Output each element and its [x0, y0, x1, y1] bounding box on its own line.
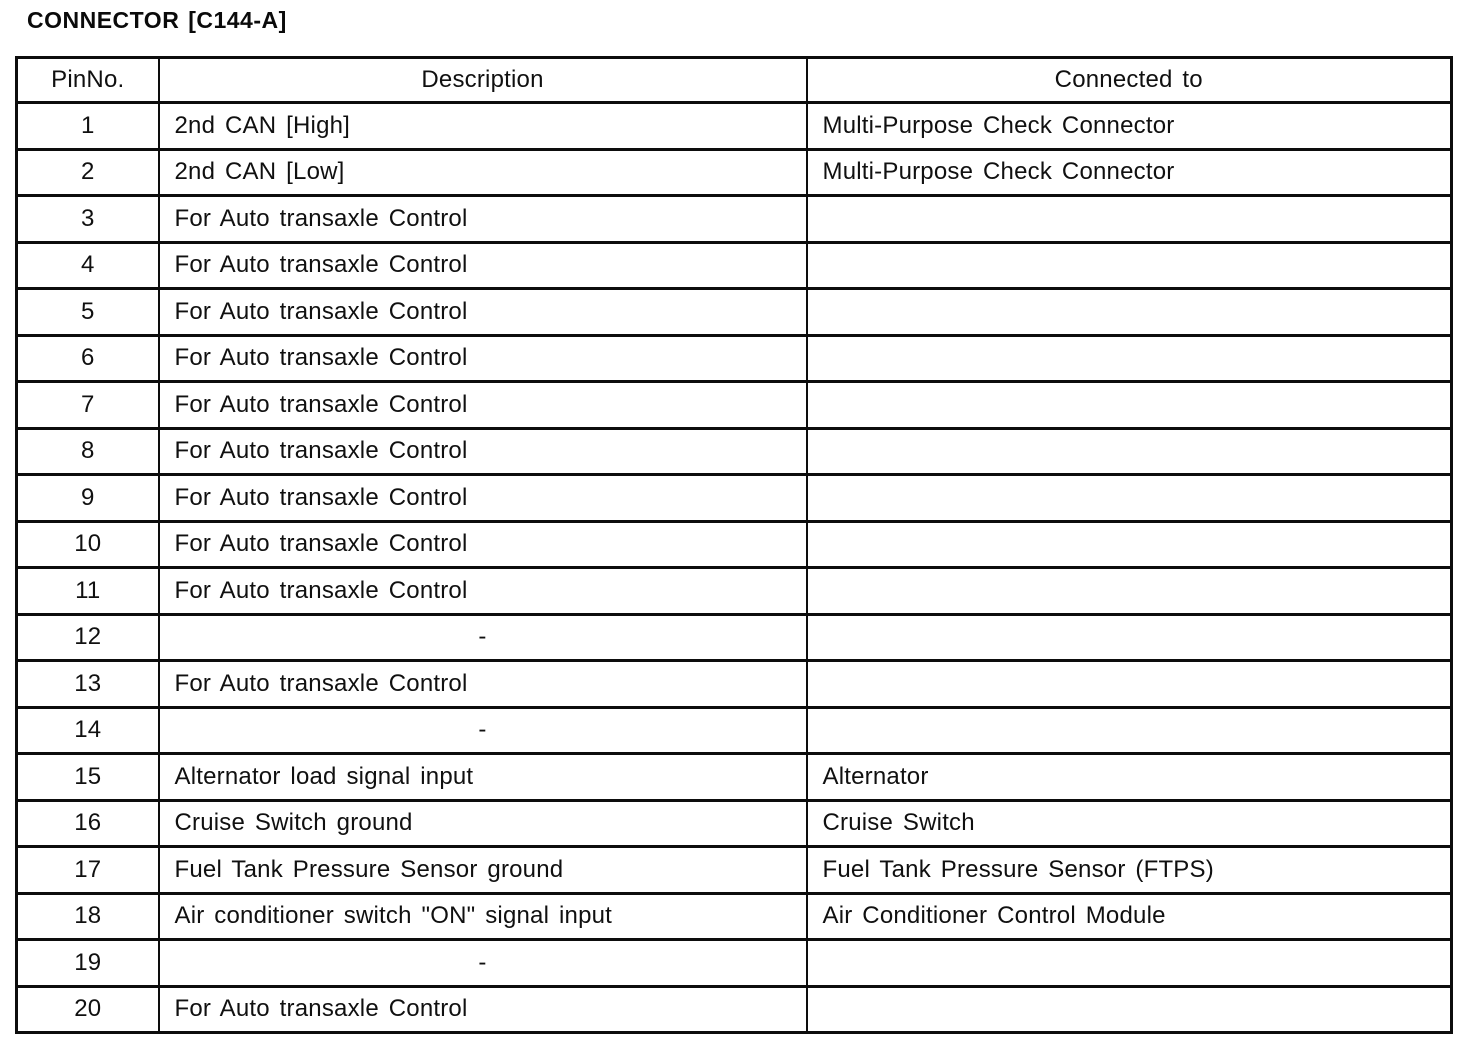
table-row: [17, 382, 1452, 429]
description-cell: For Auto transaxle Control: [159, 521, 807, 568]
connected-to-cell: [807, 707, 1452, 754]
description-cell: For Auto transaxle Control: [159, 335, 807, 382]
pin-number-cell: 5: [17, 289, 159, 336]
table-row: [17, 800, 1452, 847]
table-row: [17, 986, 1452, 1033]
description-cell: For Auto transaxle Control: [159, 382, 807, 429]
connected-to-cell: [807, 335, 1452, 382]
connected-to-cell: [807, 568, 1452, 615]
description-cell: For Auto transaxle Control: [159, 289, 807, 336]
pin-number-cell: 18: [17, 893, 159, 940]
pin-number-cell: 13: [17, 661, 159, 708]
pin-number-cell: 8: [17, 428, 159, 475]
connected-to-cell: [807, 242, 1452, 289]
table-row: [17, 475, 1452, 522]
description-cell: Fuel Tank Pressure Sensor ground: [159, 847, 807, 894]
description-cell: For Auto transaxle Control: [159, 475, 807, 522]
table-row: [17, 289, 1452, 336]
pin-number-cell: 16: [17, 800, 159, 847]
table-body: [17, 103, 1452, 1033]
table-row: [17, 614, 1452, 661]
pin-number-cell: 6: [17, 335, 159, 382]
table-row: [17, 242, 1452, 289]
connected-to-cell: [807, 661, 1452, 708]
table-row: [17, 754, 1452, 801]
description-cell: For Auto transaxle Control: [159, 661, 807, 708]
description-cell: For Auto transaxle Control: [159, 196, 807, 243]
description-cell: For Auto transaxle Control: [159, 242, 807, 289]
table-row: [17, 661, 1452, 708]
description-cell: For Auto transaxle Control: [159, 986, 807, 1033]
pin-number-cell: 20: [17, 986, 159, 1033]
description-cell: Alternator load signal input: [159, 754, 807, 801]
pin-number-cell: 3: [17, 196, 159, 243]
table-header-row: [17, 58, 1452, 103]
description-cell: -: [159, 940, 807, 987]
description-cell: -: [159, 707, 807, 754]
pin-number-cell: 10: [17, 521, 159, 568]
table-header: [17, 58, 1452, 103]
connected-to-cell: [807, 521, 1452, 568]
table-row: [17, 196, 1452, 243]
connected-to-cell: [807, 289, 1452, 336]
pin-number-cell: 15: [17, 754, 159, 801]
pin-number-cell: 4: [17, 242, 159, 289]
column-header-pin-no: PinNo.: [17, 58, 159, 103]
connector-pin-table: [15, 56, 1453, 1034]
pin-number-cell: 2: [17, 149, 159, 196]
column-header-description: Description: [159, 58, 807, 103]
connected-to-cell: Alternator: [807, 754, 1452, 801]
description-cell: For Auto transaxle Control: [159, 428, 807, 475]
page-title: CONNECTOR [C144-A]: [27, 7, 287, 33]
pin-number-cell: 11: [17, 568, 159, 615]
table-row: [17, 103, 1452, 150]
table-row: [17, 940, 1452, 987]
description-cell: 2nd CAN [High]: [159, 103, 807, 150]
connected-to-cell: [807, 196, 1452, 243]
pin-number-cell: 7: [17, 382, 159, 429]
pin-number-cell: 1: [17, 103, 159, 150]
pin-number-cell: 12: [17, 614, 159, 661]
table-row: [17, 568, 1452, 615]
pin-number-cell: 19: [17, 940, 159, 987]
connected-to-cell: [807, 475, 1452, 522]
connected-to-cell: [807, 382, 1452, 429]
table-row: [17, 521, 1452, 568]
connected-to-cell: Multi-Purpose Check Connector: [807, 103, 1452, 150]
table-row: [17, 707, 1452, 754]
description-cell: For Auto transaxle Control: [159, 568, 807, 615]
description-cell: 2nd CAN [Low]: [159, 149, 807, 196]
table-row: [17, 428, 1452, 475]
column-header-connected-to: Connected to: [807, 58, 1452, 103]
connected-to-cell: [807, 986, 1452, 1033]
connected-to-cell: Air Conditioner Control Module: [807, 893, 1452, 940]
connected-to-cell: [807, 614, 1452, 661]
pin-number-cell: 9: [17, 475, 159, 522]
connected-to-cell: Fuel Tank Pressure Sensor (FTPS): [807, 847, 1452, 894]
connected-to-cell: [807, 428, 1452, 475]
table-row: [17, 335, 1452, 382]
description-cell: Air conditioner switch "ON" signal input: [159, 893, 807, 940]
table-row: [17, 149, 1452, 196]
connected-to-cell: [807, 940, 1452, 987]
description-cell: Cruise Switch ground: [159, 800, 807, 847]
table-row: [17, 893, 1452, 940]
pin-number-cell: 14: [17, 707, 159, 754]
connected-to-cell: Cruise Switch: [807, 800, 1452, 847]
pin-number-cell: 17: [17, 847, 159, 894]
connected-to-cell: Multi-Purpose Check Connector: [807, 149, 1452, 196]
description-cell: -: [159, 614, 807, 661]
table-row: [17, 847, 1452, 894]
